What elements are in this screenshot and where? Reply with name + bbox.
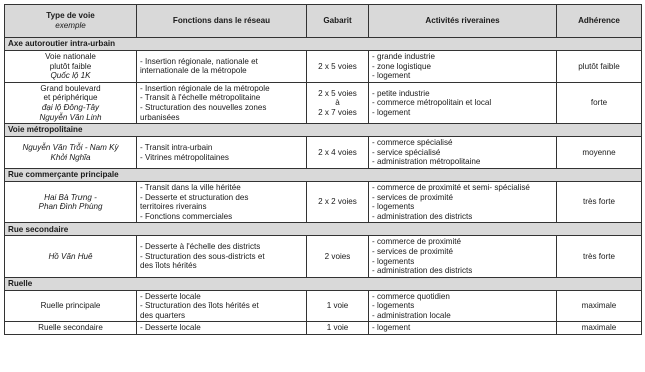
activite-line: - service spécialisé bbox=[372, 147, 441, 157]
fonction-line: - Structuration des îlots hérités et bbox=[140, 301, 259, 311]
header-type-label: Type de voie bbox=[46, 11, 95, 21]
cell-fonctions bbox=[137, 82, 307, 123]
gabarit-line: à bbox=[335, 98, 340, 108]
cell-gabarit bbox=[307, 82, 369, 123]
road-example-line: Hai Bà Trưng - bbox=[44, 192, 97, 202]
activite-line: - commerce métropolitain et local bbox=[372, 98, 492, 108]
road-type-line: Grand boulevard bbox=[40, 83, 101, 93]
fonction-line: des îlots hérités bbox=[140, 261, 197, 271]
cell-fonctions bbox=[137, 137, 307, 169]
fonction-line: - Insertion régionale, nationale et bbox=[140, 56, 258, 66]
fonction-line: - Desserte locale bbox=[140, 323, 201, 333]
road-example-line: Khởi Nghĩa bbox=[50, 152, 91, 162]
fonction-line: - Vitrines métropolitaines bbox=[140, 152, 229, 162]
road-types-table bbox=[4, 4, 642, 335]
header-gabarit: Gabarit bbox=[307, 5, 369, 38]
activite-line: - services de proximité bbox=[372, 246, 453, 256]
activite-line: - administration des districts bbox=[372, 266, 473, 276]
cell-activites bbox=[369, 236, 557, 277]
section-title: Voie métropolitaine bbox=[5, 124, 642, 137]
gabarit-line: 2 x 4 voies bbox=[318, 147, 357, 157]
activite-line: - administration métropolitaine bbox=[372, 157, 481, 167]
cell-gabarit bbox=[307, 290, 369, 322]
fonction-line: - Insertion régionale de la métropole bbox=[140, 83, 270, 93]
cell-activites bbox=[369, 82, 557, 123]
cell-gabarit bbox=[307, 51, 369, 83]
cell-activites bbox=[369, 322, 557, 335]
road-example-line: Nguyễn Văn Trỗi - Nam Kỳ bbox=[22, 142, 119, 152]
section-row bbox=[5, 277, 642, 290]
gabarit-line: 2 x 5 voies bbox=[318, 88, 357, 98]
road-example-line: Quốc lộ 1K bbox=[50, 71, 91, 81]
fonction-line: territoires riverains bbox=[140, 202, 207, 212]
road-type-line: Voie nationale bbox=[45, 52, 96, 61]
cell-gabarit bbox=[307, 137, 369, 169]
table-row bbox=[5, 137, 642, 169]
cell-adherence: très forte bbox=[557, 236, 642, 277]
section-row bbox=[5, 124, 642, 137]
fonction-line: - Transit dans la ville héritée bbox=[140, 182, 241, 192]
cell-activites bbox=[369, 290, 557, 322]
table-row bbox=[5, 82, 642, 123]
activite-line: - logements bbox=[372, 202, 415, 212]
cell-adherence: forte bbox=[557, 82, 642, 123]
cell-gabarit bbox=[307, 236, 369, 277]
header-adherence: Adhérence bbox=[557, 5, 642, 38]
cell-type-de-voie bbox=[5, 181, 137, 222]
cell-adherence: maximale bbox=[557, 322, 642, 335]
fonction-line: - Fonctions commerciales bbox=[140, 211, 233, 221]
section-row bbox=[5, 223, 642, 236]
cell-adherence: très forte bbox=[557, 181, 642, 222]
road-type-line: Ruelle principale bbox=[40, 301, 101, 311]
table-row bbox=[5, 181, 642, 222]
activite-line: - logements bbox=[372, 256, 415, 266]
cell-fonctions bbox=[137, 322, 307, 335]
fonction-line: - Desserte et structuration des bbox=[140, 192, 249, 202]
cell-type-de-voie bbox=[5, 290, 137, 322]
road-type-line: et périphérique bbox=[43, 93, 98, 103]
activite-line: - petite industrie bbox=[372, 88, 430, 98]
cell-fonctions bbox=[137, 51, 307, 83]
cell-type-de-voie bbox=[5, 137, 137, 169]
activite-line: - logement bbox=[372, 107, 411, 117]
cell-fonctions bbox=[137, 181, 307, 222]
header-fonctions: Fonctions dans le réseau bbox=[137, 5, 307, 38]
activite-line: - services de proximité bbox=[372, 192, 453, 202]
activite-line: - commerce quotidien bbox=[372, 291, 450, 301]
table-row bbox=[5, 236, 642, 277]
activite-line: - logements bbox=[372, 301, 415, 311]
fonction-line: - Desserte à l'échelle des districts bbox=[140, 242, 261, 252]
table-header-row bbox=[5, 5, 642, 38]
gabarit-line: 1 voie bbox=[326, 301, 349, 311]
section-title: Rue secondaire bbox=[5, 223, 642, 236]
road-example-line: Phan Đình Phùng bbox=[38, 202, 103, 212]
fonction-line: - Transit intra-urbain bbox=[140, 142, 213, 152]
activite-line: - logement bbox=[372, 71, 411, 81]
gabarit-line: 2 x 5 voies bbox=[318, 61, 357, 71]
cell-activites bbox=[369, 51, 557, 83]
section-row bbox=[5, 168, 642, 181]
cell-activites bbox=[369, 181, 557, 222]
fonction-line: urbanisées bbox=[140, 112, 180, 122]
cell-type-de-voie bbox=[5, 322, 137, 335]
cell-gabarit bbox=[307, 322, 369, 335]
fonction-line: internationale de la métropole bbox=[140, 66, 247, 76]
section-row bbox=[5, 38, 642, 51]
section-title: Rue commerçante principale bbox=[5, 168, 642, 181]
cell-adherence: maximale bbox=[557, 290, 642, 322]
road-example-line: Hồ Văn Huê bbox=[48, 251, 93, 261]
fonction-line: - Desserte locale bbox=[140, 291, 201, 301]
activite-line: - commerce spécialisé bbox=[372, 138, 453, 148]
header-activites: Activités riveraines bbox=[369, 5, 557, 38]
fonction-line: des quarters bbox=[140, 310, 185, 320]
section-title: Ruelle bbox=[5, 277, 642, 290]
activite-line: - logement bbox=[372, 323, 411, 333]
fonction-line: - Transit à l'échelle métropolitaine bbox=[140, 93, 261, 103]
gabarit-line: 2 x 2 voies bbox=[318, 197, 357, 207]
gabarit-line: 2 voies bbox=[324, 251, 351, 261]
road-type-line: plutôt faible bbox=[49, 61, 92, 71]
table-row bbox=[5, 51, 642, 83]
fonction-line: - Structuration des nouvelles zones bbox=[140, 102, 267, 112]
table-row bbox=[5, 290, 642, 322]
fonction-line: - Structuration des sous-districts et bbox=[140, 251, 265, 261]
activite-line: - grande industrie bbox=[372, 52, 435, 61]
table-body bbox=[5, 38, 642, 335]
gabarit-line: 2 x 7 voies bbox=[318, 107, 357, 117]
activite-line: - administration des districts bbox=[372, 211, 473, 221]
cell-adherence: plutôt faible bbox=[557, 51, 642, 83]
cell-fonctions bbox=[137, 236, 307, 277]
activite-line: - zone logistique bbox=[372, 61, 431, 71]
section-title: Axe autoroutier intra-urbain bbox=[5, 38, 642, 51]
cell-type-de-voie bbox=[5, 51, 137, 83]
road-type-line: Ruelle secondaire bbox=[38, 323, 103, 333]
cell-adherence: moyenne bbox=[557, 137, 642, 169]
header-type-sub: exemple bbox=[55, 21, 86, 30]
cell-type-de-voie bbox=[5, 236, 137, 277]
activite-line: - administration locale bbox=[372, 310, 451, 320]
road-example-line: đại lộ Đông-Tây bbox=[41, 102, 100, 112]
gabarit-line: 1 voie bbox=[326, 323, 349, 333]
activite-line: - commerce de proximité et semi- spécialisé bbox=[372, 182, 530, 192]
cell-fonctions bbox=[137, 290, 307, 322]
cell-activites bbox=[369, 137, 557, 169]
cell-type-de-voie bbox=[5, 82, 137, 123]
cell-gabarit bbox=[307, 181, 369, 222]
table-row bbox=[5, 322, 642, 335]
road-example-line: Nguyễn Văn Linh bbox=[39, 112, 102, 122]
header-type-de-voie bbox=[5, 5, 137, 38]
activite-line: - commerce de proximité bbox=[372, 237, 462, 247]
